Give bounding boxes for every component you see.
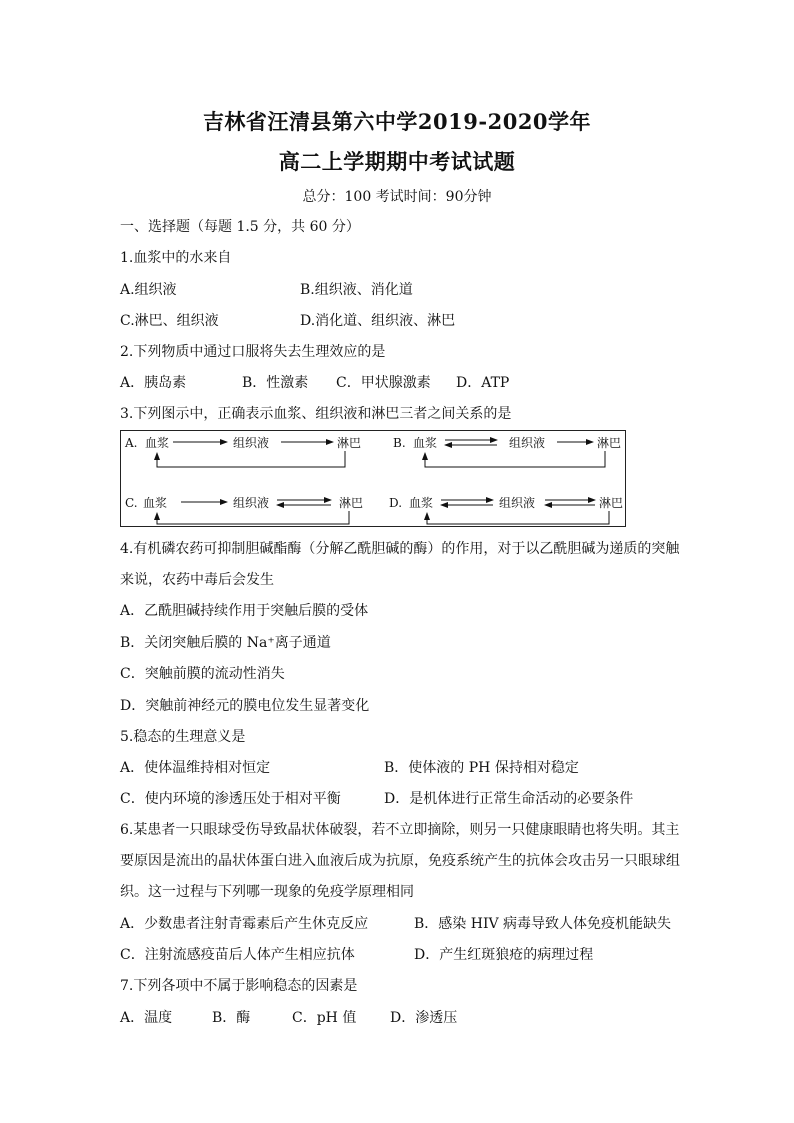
diagram-a-letter: A. — [125, 436, 138, 450]
exam-info: 总分：100 考试时间：90分钟 — [302, 189, 492, 205]
diagram-d-letter: D. — [389, 496, 403, 510]
diagram-d-tissue: 组织液 — [499, 496, 536, 510]
diagram-b-letter: B. — [393, 436, 406, 450]
q2-stem: 2.下列物质中通过口服将失去生理效应的是 — [120, 344, 386, 360]
diagram-c-letter: C. — [125, 496, 138, 510]
q2-option-b: B．性激素 — [242, 375, 309, 391]
diagram-c-lymph: 淋巴 — [339, 496, 364, 510]
q6-stem-line3: 织。这一过程与下列哪一现象的免疫学原理相同 — [120, 884, 414, 900]
q6-option-c: C．注射流感疫苗后人体产生相应抗体 — [120, 947, 355, 963]
q1-stem: 1.血浆中的水来自 — [120, 250, 232, 266]
diagram-b-tissue: 组织液 — [509, 436, 546, 450]
q4-option-c: C．突触前膜的流动性消失 — [120, 666, 285, 682]
q2-option-a: A．胰岛素 — [120, 375, 187, 391]
q4-option-b: B．关闭突触后膜的 Na⁺离子通道 — [120, 635, 331, 651]
q3-stem: 3.下列图示中，正确表示血浆、组织液和淋巴三者之间关系的是 — [120, 406, 512, 422]
q7-option-b: B．酶 — [212, 1010, 251, 1026]
section-heading: 一、选择题（每题 1.5 分，共 60 分） — [120, 219, 360, 235]
exam-title-line1: 吉林省汪清县第六中学2019-2020学年 — [202, 109, 592, 134]
q6-option-a: A．少数患者注射青霉素后产生休克反应 — [120, 916, 369, 932]
diagram-c-plasma: 血浆 — [143, 496, 168, 510]
q5-option-d: D．是机体进行正常生命活动的必要条件 — [384, 791, 634, 807]
diagram-a-lymph: 淋巴 — [337, 436, 362, 450]
q2-option-d: D．ATP — [456, 375, 510, 391]
q6-option-b: B．感染 HIV 病毒导致人体免疫机能缺失 — [414, 916, 672, 932]
diagram-a-tissue: 组织液 — [233, 436, 270, 450]
q5-option-b: B．使体液的 PH 保持相对稳定 — [384, 760, 579, 776]
q4-option-d: D．突触前神经元的膜电位发生显著变化 — [120, 698, 370, 714]
diagram-d-plasma: 血浆 — [409, 496, 434, 510]
q3-diagram — [120, 430, 626, 527]
q5-option-c: C．使内环境的渗透压处于相对平衡 — [120, 791, 341, 807]
diagram-c-tissue: 组织液 — [233, 496, 270, 510]
q7-option-c: C．pH 值 — [292, 1010, 357, 1026]
exam-title-line2: 高二上学期期中考试试题 — [278, 149, 516, 174]
q1-option-c: C.淋巴、组织液 — [120, 313, 219, 329]
q4-stem-line1: 4.有机磷农药可抑制胆碱酯酶（分解乙酰胆碱的酶）的作用，对于以乙酰胆碱为递质的突触 — [120, 541, 680, 557]
diagram-a-plasma: 血浆 — [145, 436, 170, 450]
diagram-b-lymph: 淋巴 — [597, 436, 622, 450]
q2-option-c: C．甲状腺激素 — [336, 375, 431, 391]
q1-option-a: A.组织液 — [120, 282, 177, 298]
q7-stem: 7.下列各项中不属于影响稳态的因素是 — [120, 978, 358, 994]
q1-option-d: D.消化道、组织液、淋巴 — [300, 313, 456, 329]
q7-option-a: A．温度 — [120, 1010, 173, 1026]
q5-stem: 5.稳态的生理意义是 — [120, 729, 246, 745]
q4-stem-line2: 来说，农药中毒后会发生 — [120, 572, 274, 588]
q4-option-a: A．乙酰胆碱持续作用于突触后膜的受体 — [120, 603, 369, 619]
q6-stem-line2: 要原因是流出的晶状体蛋白进入血液后成为抗原，免疫系统产生的抗体会攻击另一只眼球组 — [120, 853, 680, 869]
diagram-b-plasma: 血浆 — [413, 436, 438, 450]
diagram-d-lymph: 淋巴 — [599, 496, 624, 510]
q7-option-d: D．渗透压 — [390, 1010, 458, 1026]
q5-option-a: A．使体温维持相对恒定 — [120, 760, 271, 776]
q1-option-b: B.组织液、消化道 — [300, 282, 413, 298]
q6-option-d: D．产生红斑狼疮的病理过程 — [414, 947, 594, 963]
q6-stem-line1: 6.某患者一只眼球受伤导致晶状体破裂，若不立即摘除，则另一只健康眼睛也将失明。其主 — [120, 822, 680, 838]
